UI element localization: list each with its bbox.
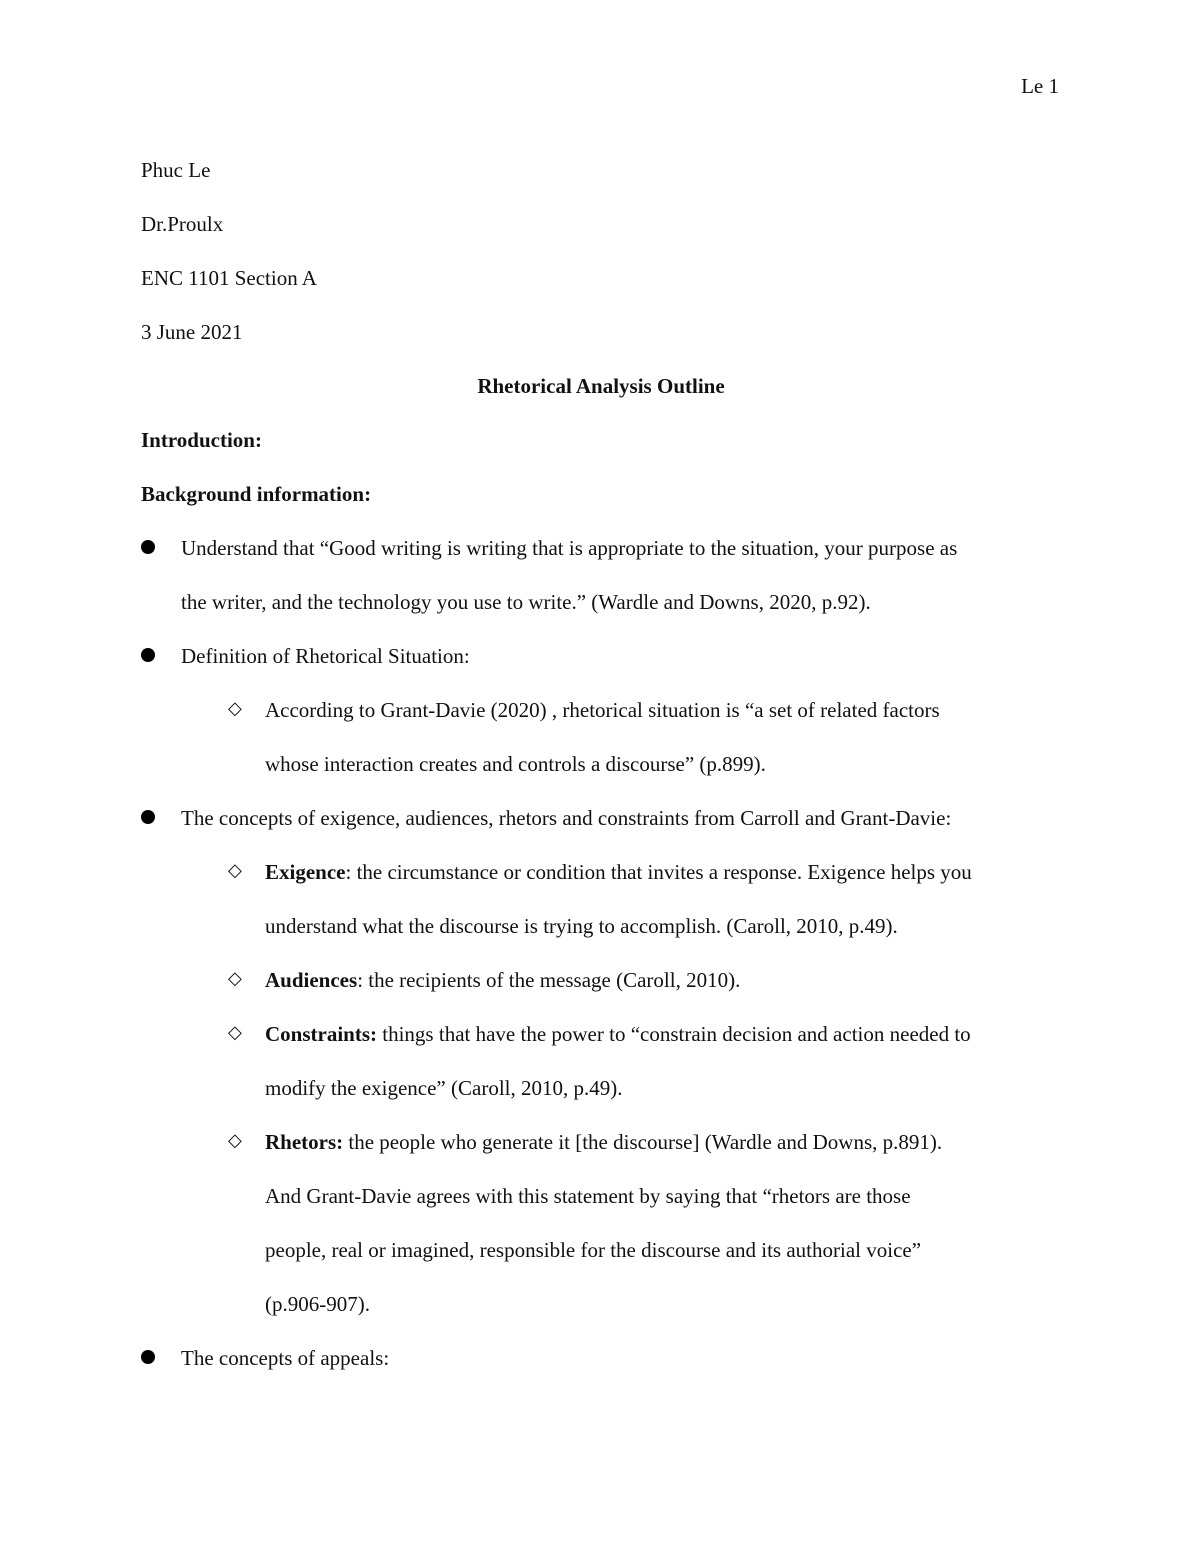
term-exigence: Exigence — [265, 860, 346, 884]
term-audiences: Audiences — [265, 968, 358, 992]
bullet-dot-icon — [141, 648, 155, 662]
bullet-dot-icon — [141, 540, 155, 554]
bullet-dot-icon — [141, 810, 155, 824]
sub-bullet-item — [141, 1007, 1061, 1061]
sub-bullet-text-continued: people, real or imagined, responsible for the discourse and its authorial voice” — [265, 1238, 922, 1262]
sub-bullet-item — [141, 683, 1061, 737]
sub-bullet-text-continued: understand what the discourse is trying to accomplish. (Caroll, 2010, p.49). — [265, 914, 898, 938]
running-head: Le 1 — [1021, 74, 1059, 98]
sub-bullet-text: : the recipients of the message (Caroll, 2010). — [357, 968, 741, 992]
background-heading: Background information: — [141, 482, 372, 506]
bullet-text-continued: the writer, and the technology you use to write.” (Wardle and Downs, 2020, p.92). — [181, 590, 871, 614]
bullet-dot-icon — [141, 1350, 155, 1364]
document-title: Rhetorical Analysis Outline — [477, 374, 725, 398]
diamond-icon: ◇ — [228, 698, 242, 718]
term-constraints: Constraints: — [265, 1022, 378, 1046]
bullet-item — [141, 629, 1061, 683]
sub-bullet-item — [141, 1115, 1061, 1169]
bullet-text: Understand that “Good writing is writing that is appropriate to the situation, your purpose as — [181, 536, 958, 560]
term-rhetors: Rhetors: — [265, 1130, 344, 1154]
sub-bullet-text: things that have the power to “constrain decision and action needed to — [377, 1022, 971, 1046]
sub-bullet-item — [141, 953, 1061, 1007]
bullet-item — [141, 1331, 1061, 1385]
diamond-icon: ◇ — [228, 1130, 242, 1150]
sub-bullet-text: : the circumstance or condition that invites a response. Exigence helps you — [345, 860, 972, 884]
sub-bullet-text: According to Grant-Davie (2020) , rhetorical situation is “a set of related factors — [265, 698, 940, 722]
author-name: Phuc Le — [141, 158, 211, 182]
sub-bullet-text: the people who generate it [the discourse] (Wardle and Downs, p.891). — [343, 1130, 943, 1154]
document-body — [141, 143, 1061, 1385]
instructor-name: Dr.Proulx — [141, 212, 224, 236]
course-name: ENC 1101 Section A — [141, 266, 317, 290]
sub-bullet-text-continued: modify the exigence” (Caroll, 2010, p.49). — [265, 1076, 623, 1100]
diamond-icon: ◇ — [228, 968, 242, 988]
sub-bullet-text-continued: And Grant-Davie agrees with this statement by saying that “rhetors are those — [265, 1184, 911, 1208]
bullet-text: Definition of Rhetorical Situation: — [181, 644, 470, 668]
sub-bullet-text-continued: (p.906-907). — [265, 1292, 370, 1316]
bullet-text: The concepts of appeals: — [181, 1346, 390, 1370]
diamond-icon: ◇ — [228, 860, 242, 880]
bullet-item — [141, 791, 1061, 845]
sub-bullet-text-continued: whose interaction creates and controls a discourse” (p.899). — [265, 752, 766, 776]
bullet-text: The concepts of exigence, audiences, rhetors and constraints from Carroll and Grant-Davie: — [181, 806, 952, 830]
introduction-heading: Introduction: — [141, 428, 262, 452]
bullet-item — [141, 521, 1061, 575]
document-date: 3 June 2021 — [141, 320, 243, 344]
diamond-icon: ◇ — [228, 1022, 242, 1042]
sub-bullet-item — [141, 845, 1061, 899]
